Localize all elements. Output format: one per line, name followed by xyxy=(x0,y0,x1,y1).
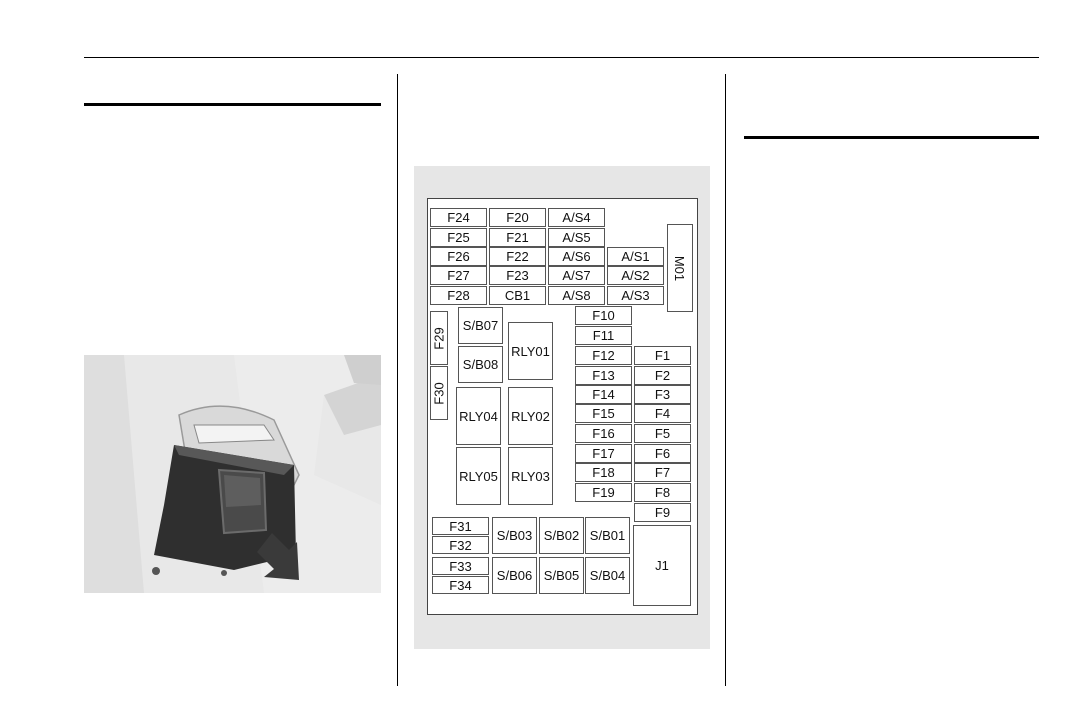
fuse-slot: A/S7 xyxy=(548,266,605,285)
section-heading-rule-left xyxy=(84,103,381,106)
fuse-slot: A/S8 xyxy=(548,286,605,305)
fuse-slot: F5 xyxy=(634,424,691,443)
sb-slot: S/B01 xyxy=(585,517,630,554)
fuse-slot: F9 xyxy=(634,503,691,522)
fuse-slot: A/S4 xyxy=(548,208,605,227)
fuse-slot: F2 xyxy=(634,366,691,385)
column-divider-right xyxy=(725,74,726,686)
fuse-slot: F26 xyxy=(430,247,487,266)
fuse-slot: F10 xyxy=(575,306,632,325)
circuit-breaker-slot: CB1 xyxy=(489,286,546,305)
sb-slot: S/B08 xyxy=(458,346,503,383)
fuse-slot: F22 xyxy=(489,247,546,266)
sb-slot: S/B05 xyxy=(539,557,584,594)
fuse-slot: A/S3 xyxy=(607,286,664,305)
fuse-slot: F33 xyxy=(432,557,489,575)
fuse-slot: F32 xyxy=(432,536,489,554)
fuse-slot: F3 xyxy=(634,385,691,404)
fuse-slot: F13 xyxy=(575,366,632,385)
fuse-slot: F18 xyxy=(575,463,632,482)
fuse-slot: F20 xyxy=(489,208,546,227)
connector-j1: J1 xyxy=(633,525,691,606)
fuse-slot: F16 xyxy=(575,424,632,443)
fuse-slot: F17 xyxy=(575,444,632,463)
fuse-box-cover-illustration xyxy=(84,355,381,593)
relay-slot: RLY05 xyxy=(456,447,501,505)
fuse-slot: F1 xyxy=(634,346,691,365)
fuse-slot-vertical xyxy=(430,311,448,365)
fuse-slot: F7 xyxy=(634,463,691,482)
sb-slot: S/B07 xyxy=(458,307,503,344)
fuse-slot: A/S1 xyxy=(607,247,664,266)
relay-slot: RLY01 xyxy=(508,322,553,380)
fuse-slot: F6 xyxy=(634,444,691,463)
fuse-slot: F34 xyxy=(432,576,489,594)
fuse-slot: F25 xyxy=(430,228,487,247)
relay-slot: RLY03 xyxy=(508,447,553,505)
fuse-slot: F12 xyxy=(575,346,632,365)
fuse-slot: F4 xyxy=(634,404,691,423)
fuse-label: F29 xyxy=(431,326,447,350)
fuse-slot: A/S6 xyxy=(548,247,605,266)
fuse-slot: A/S5 xyxy=(548,228,605,247)
fuse-slot: F8 xyxy=(634,483,691,502)
sb-slot: S/B02 xyxy=(539,517,584,554)
sb-slot: S/B03 xyxy=(492,517,537,554)
fuse-slot: F11 xyxy=(575,326,632,345)
header-rule xyxy=(84,57,1039,58)
fuse-slot: F19 xyxy=(575,483,632,502)
fuse-slot: F31 xyxy=(432,517,489,535)
module-m01 xyxy=(667,224,693,312)
module-m01-label: M01 xyxy=(672,255,688,281)
fuse-slot: F14 xyxy=(575,385,632,404)
relay-slot: RLY02 xyxy=(508,387,553,445)
fuse-slot: F21 xyxy=(489,228,546,247)
sb-slot: S/B04 xyxy=(585,557,630,594)
fuse-box-cover-drawing xyxy=(84,355,381,593)
fuse-label: F30 xyxy=(431,381,447,405)
fuse-slot: F28 xyxy=(430,286,487,305)
fuse-slot: F23 xyxy=(489,266,546,285)
sb-slot: S/B06 xyxy=(492,557,537,594)
relay-slot: RLY04 xyxy=(456,387,501,445)
fuse-slot: F27 xyxy=(430,266,487,285)
column-divider-left xyxy=(397,74,398,686)
section-heading-rule-right xyxy=(744,136,1039,139)
fuse-slot-vertical xyxy=(430,366,448,420)
fuse-slot: F24 xyxy=(430,208,487,227)
fuse-slot: A/S2 xyxy=(607,266,664,285)
fuse-slot: F15 xyxy=(575,404,632,423)
